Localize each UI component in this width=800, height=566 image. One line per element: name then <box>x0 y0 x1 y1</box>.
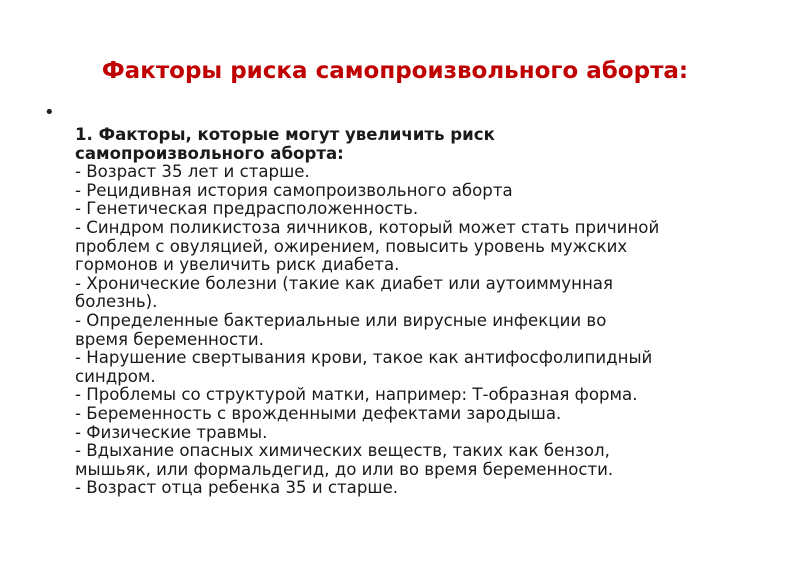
bullet-marker: • <box>44 102 55 123</box>
body-line: - Беременность с врожденными дефектами зародыша. <box>75 403 562 423</box>
body-line: мышьяк, или формальдегид, до или во время беременности. <box>75 459 614 479</box>
body-line: - Генетическая предрасположенность. <box>75 199 419 219</box>
body-line: - Возраст отца ребенка 35 и старше. <box>75 478 399 498</box>
body-line: - Проблемы со структурой матки, например: Т-образная форма. <box>75 385 638 405</box>
body-line: проблем с овуляцией, ожирением, повысить уровень мужских <box>75 236 628 256</box>
slide-body <box>75 126 755 498</box>
body-line: болезнь). <box>75 292 158 312</box>
body-line: время беременности. <box>75 329 264 349</box>
body-line: - Физические травмы. <box>75 422 268 442</box>
body-line: - Нарушение свертывания крови, такое как антифосфолипидный <box>75 348 653 368</box>
body-line: синдром. <box>75 366 156 386</box>
body-line: - Вдыхание опасных химических веществ, таких как бензол, <box>75 441 610 461</box>
body-line: - Рецидивная история самопроизвольного аборта <box>75 180 513 200</box>
body-line: - Синдром поликистоза яичников, который может стать причиной <box>75 217 660 237</box>
body-line: - Возраст 35 лет и старше. <box>75 162 310 182</box>
slide-title: Факторы риска самопроизвольного аборта: <box>101 58 689 84</box>
body-line: гормонов и увеличить риск диабета. <box>75 255 400 275</box>
body-line: - Определенные бактериальные или вирусные инфекции во <box>75 310 607 330</box>
heading-line: самопроизвольного аборта: <box>75 143 344 163</box>
heading-line: 1. Факторы, которые могут увеличить риск <box>75 125 495 144</box>
body-line: - Хронические болезни (такие как диабет или аутоиммунная <box>75 273 613 293</box>
